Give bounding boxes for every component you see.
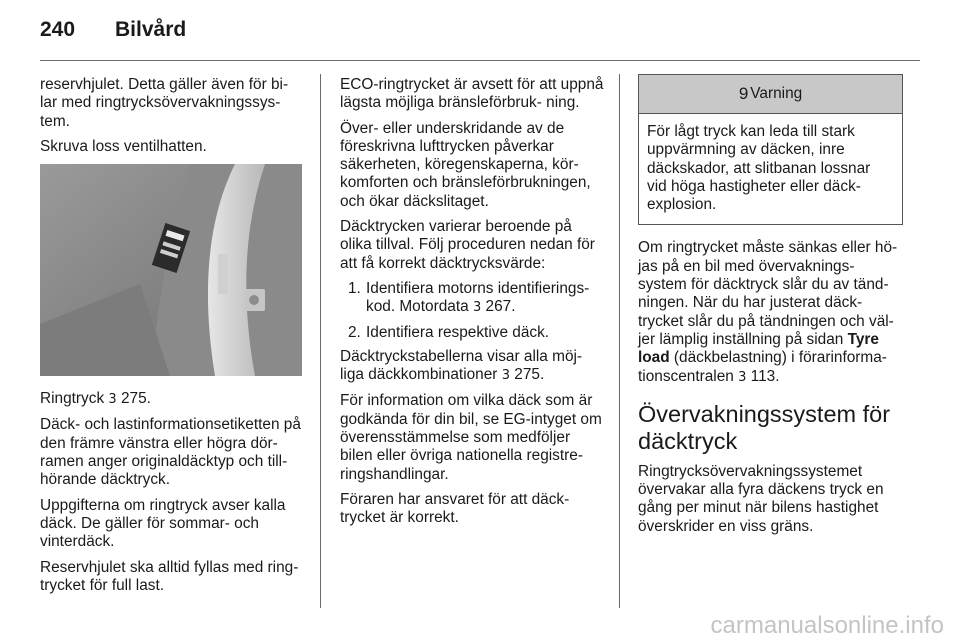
section-heading: Övervakningssystem för däcktryck bbox=[638, 400, 891, 454]
page-reference-icon: 3 bbox=[472, 300, 482, 316]
watermark: carmanualsonline.info bbox=[710, 612, 944, 639]
warning-text: För lågt tryck kan leda till stark uppvärmning av däcken, inre däckskador, att slitbanan lossnar vid höga hastigheter eller däck- explosion. bbox=[647, 123, 871, 214]
column-divider-right bbox=[619, 74, 620, 608]
menu-setting-name: Tyre load bbox=[638, 330, 879, 367]
paragraph: Däck- och lastinformationsetiketten på den främre vänstra eller högra dör- ramen anger originaldäcktyp och till- hörande däcktryck. bbox=[40, 416, 301, 489]
paragraph: Ringtrycksövervakningssystemet övervakar alla fyra däckens tryck en gång per minut när bilens hastighet överskrider en viss gräns. bbox=[638, 462, 884, 535]
header-divider bbox=[40, 60, 920, 61]
page-reference-link[interactable]: 275. bbox=[514, 366, 545, 384]
warning-triangle-icon: 9 bbox=[738, 83, 749, 103]
paragraph: För information om vilka däck som är godkända för din bil, se EG-intyget om överensstämmelse som medföljer bilen eller övriga nationella registre- ringshandlingar. bbox=[340, 392, 602, 483]
warning-box bbox=[638, 74, 903, 225]
warning-header bbox=[639, 75, 902, 114]
paragraph: Över- eller underskridande av de föreskrivna lufttrycken påverkar säkerheten, köregenskaperna, kör- komforten och bränsleförbrukningen, och ökar däckslitaget. bbox=[340, 119, 591, 210]
paragraph: Däcktrycken varierar beroende på olika tillval. Följ proceduren nedan för att få korrekt däcktrycksvärde: bbox=[340, 218, 595, 272]
paragraph: Om ringtrycket måste sänkas eller hö- jas på en bil med övervaknings- system för däcktryck slår du av tänd- ningen. När du har justerat däck- trycket slår du på tändningen och väl- jer lämplig inställning på sidan Tyre load (däckbelastning) i förarinforma- tionscentralen 3 113. bbox=[638, 239, 898, 385]
paragraph: Reservhjulet ska alltid fyllas med ring- trycket för full last. bbox=[40, 558, 299, 594]
column-right bbox=[638, 76, 903, 543]
page-reference-icon: 3 bbox=[501, 368, 510, 384]
page-header bbox=[40, 18, 920, 48]
paragraph: Skruva loss ventilhatten. bbox=[40, 137, 207, 155]
paragraph: Uppgifterna om ringtryck avser kalla däck. De gäller för sommar- och vinterdäck. bbox=[40, 496, 286, 551]
page-reference-icon: 3 bbox=[108, 392, 117, 408]
column-divider-left bbox=[320, 74, 321, 608]
page-reference-link[interactable]: 267. bbox=[485, 298, 516, 316]
paragraph: Föraren har ansvaret för att däck- trycket är korrekt. bbox=[340, 490, 570, 527]
page-reference-link[interactable]: 113. bbox=[750, 367, 780, 385]
tyre-label-photo bbox=[40, 164, 302, 376]
list-item: 2. Identifiera respektive däck. bbox=[348, 323, 550, 341]
section-title: Bilvård bbox=[115, 18, 187, 41]
warning-title: Varning bbox=[750, 84, 803, 102]
list-item: 1. Identifiera motorns identifierings- kod. Motordata 3 267. bbox=[348, 279, 590, 316]
column-middle bbox=[340, 76, 605, 535]
page-reference-icon: 3 bbox=[738, 369, 747, 385]
page-reference-link[interactable]: 275. bbox=[120, 390, 151, 408]
paragraph: Ringtryck 3 275. bbox=[40, 390, 151, 408]
paragraph: ECO-ringtrycket är avsett för att uppnå lägsta möjliga bränsleförbruk- ning. bbox=[340, 76, 604, 112]
page-number: 240 bbox=[40, 18, 76, 41]
procedure-list bbox=[340, 280, 605, 342]
paragraph: Däcktryckstabellerna visar alla möj- liga däckkombinationer 3 275. bbox=[340, 347, 583, 384]
column-left bbox=[40, 76, 305, 602]
paragraph: reservhjulet. Detta gäller även för bi- lar med ringtrycksövervakningssys- tem. bbox=[40, 76, 289, 130]
